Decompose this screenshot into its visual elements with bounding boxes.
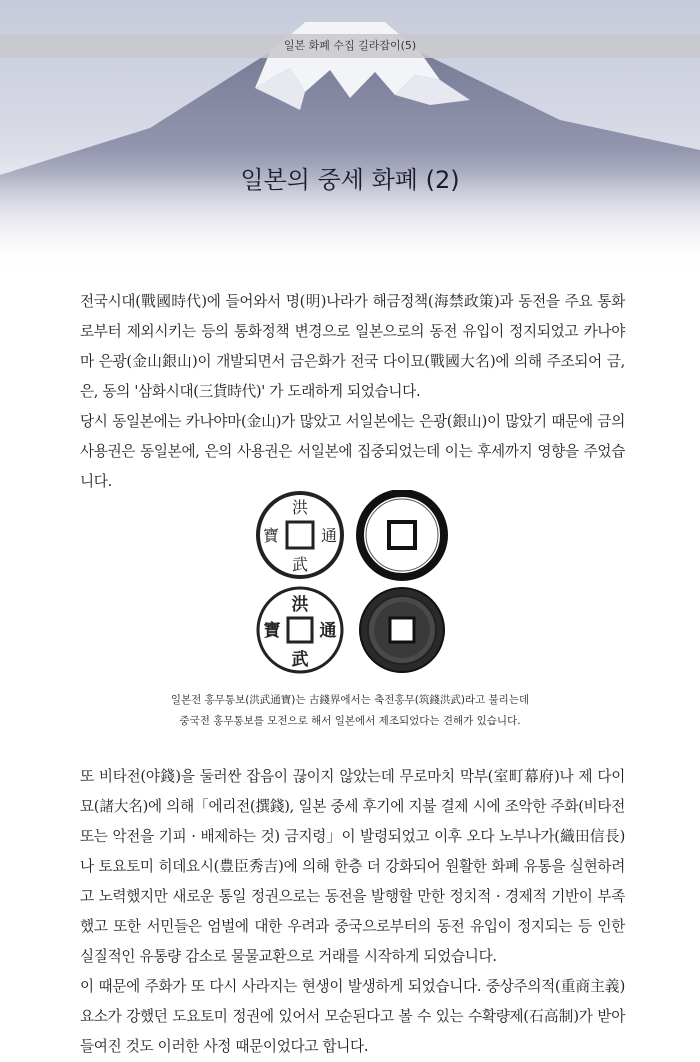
coin-char-bottom: 武	[291, 555, 309, 574]
page-title: 일본의 중세 화폐 (2)	[240, 166, 460, 194]
coin-obverse-bottom	[258, 588, 342, 672]
coin-obverse-top	[258, 493, 342, 577]
body-text-lower	[80, 762, 625, 1062]
coin-char-right: 通	[319, 621, 337, 641]
coin-char-left: 寶	[262, 526, 280, 545]
series-title: 일본 화폐 수집 길라잡이(5)	[0, 34, 700, 58]
coin-char-right: 通	[320, 526, 338, 545]
coin-char-top: 洪	[291, 498, 309, 517]
coin-reverse-bottom	[360, 588, 444, 672]
paragraph-4: 이 때문에 주화가 또 다시 사라지는 현생이 발생하게 되었습니다. 중상주의적(重商主義) 요소가 강했던 도요토미 정권에 있어서 모순된다고 볼 수 있는 수확량제(石高制)가 받아들여진 것도 이러한 사정 때문이었다고 합니다.	[80, 978, 625, 1055]
coin-char-bottom: 武	[291, 650, 309, 670]
coin-char-left: 寶	[263, 621, 281, 641]
coin-char-top: 洪	[291, 595, 309, 615]
figure-caption	[120, 690, 580, 732]
caption-line-1: 일본전 홍무통보(洪武通寶)는 古錢界에서는 축전홍무(筑錢洪武)라고 불리는데	[170, 694, 530, 706]
paragraph-1: 전국시대(戰國時代)에 들어와서 명(明)나라가 해금정책(海禁政策)과 동전을 주요 통화로부터 제외시키는 등의 통화정책 변경으로 일본으로의 동전 유입이 정지되었고 카나야마 은광(金山銀山)이 개발되면서 금은화가 전국 다이묘(戰國大名)에 의해 주조되어 금, 은, 동의 '삼화시대(三貨時代)' 가 도래하게 되었습니다.	[80, 293, 625, 400]
paragraph-2: 당시 동일본에는 카나야마(金山)가 많았고 서일본에는 은광(銀山)이 많았기 때문에 금의 사용권은 동일본에, 은의 사용권은 서일본에 집중되었는데 이는 후세까지 영향을 주었습니다.	[80, 413, 625, 490]
coin-figure	[255, 490, 450, 675]
coin-reverse-top	[360, 493, 444, 577]
paragraph-3: 또 비타전(야錢)을 둘러싼 잡음이 끊이지 않았는데 무로마치 막부(室町幕府)나 제 다이묘(諸大名)에 의해「에리전(撰錢), 일본 중세 후기에 지불 결제 시에 조악한 주화(비타전 또는 악전을 기피 · 배제하는 것) 금지령」이 발령되었고 이후 오다 노부나가(織田信長)나 토요토미 히데요시(豊臣秀吉)에 의해 한층 더 강화되어 원활한 화폐 유통을 실현하려고 노력했지만 새로운 통일 정권으로는 동전을 발행할 만한 정치적 · 경제적 기반이 부족했고 또한 서민들은 엄벌에 대한 우려과 중국으로부터의 동전 유입이 정지되는 등 인한 실질적인 유통량 감소로 물물교환으로 거래를 시작하게 되었습니다.	[80, 768, 625, 965]
caption-line-2: 중국전 홍무통보를 모전으로 해서 일본에서 제조되었다는 견해가 있습니다.	[179, 715, 521, 727]
